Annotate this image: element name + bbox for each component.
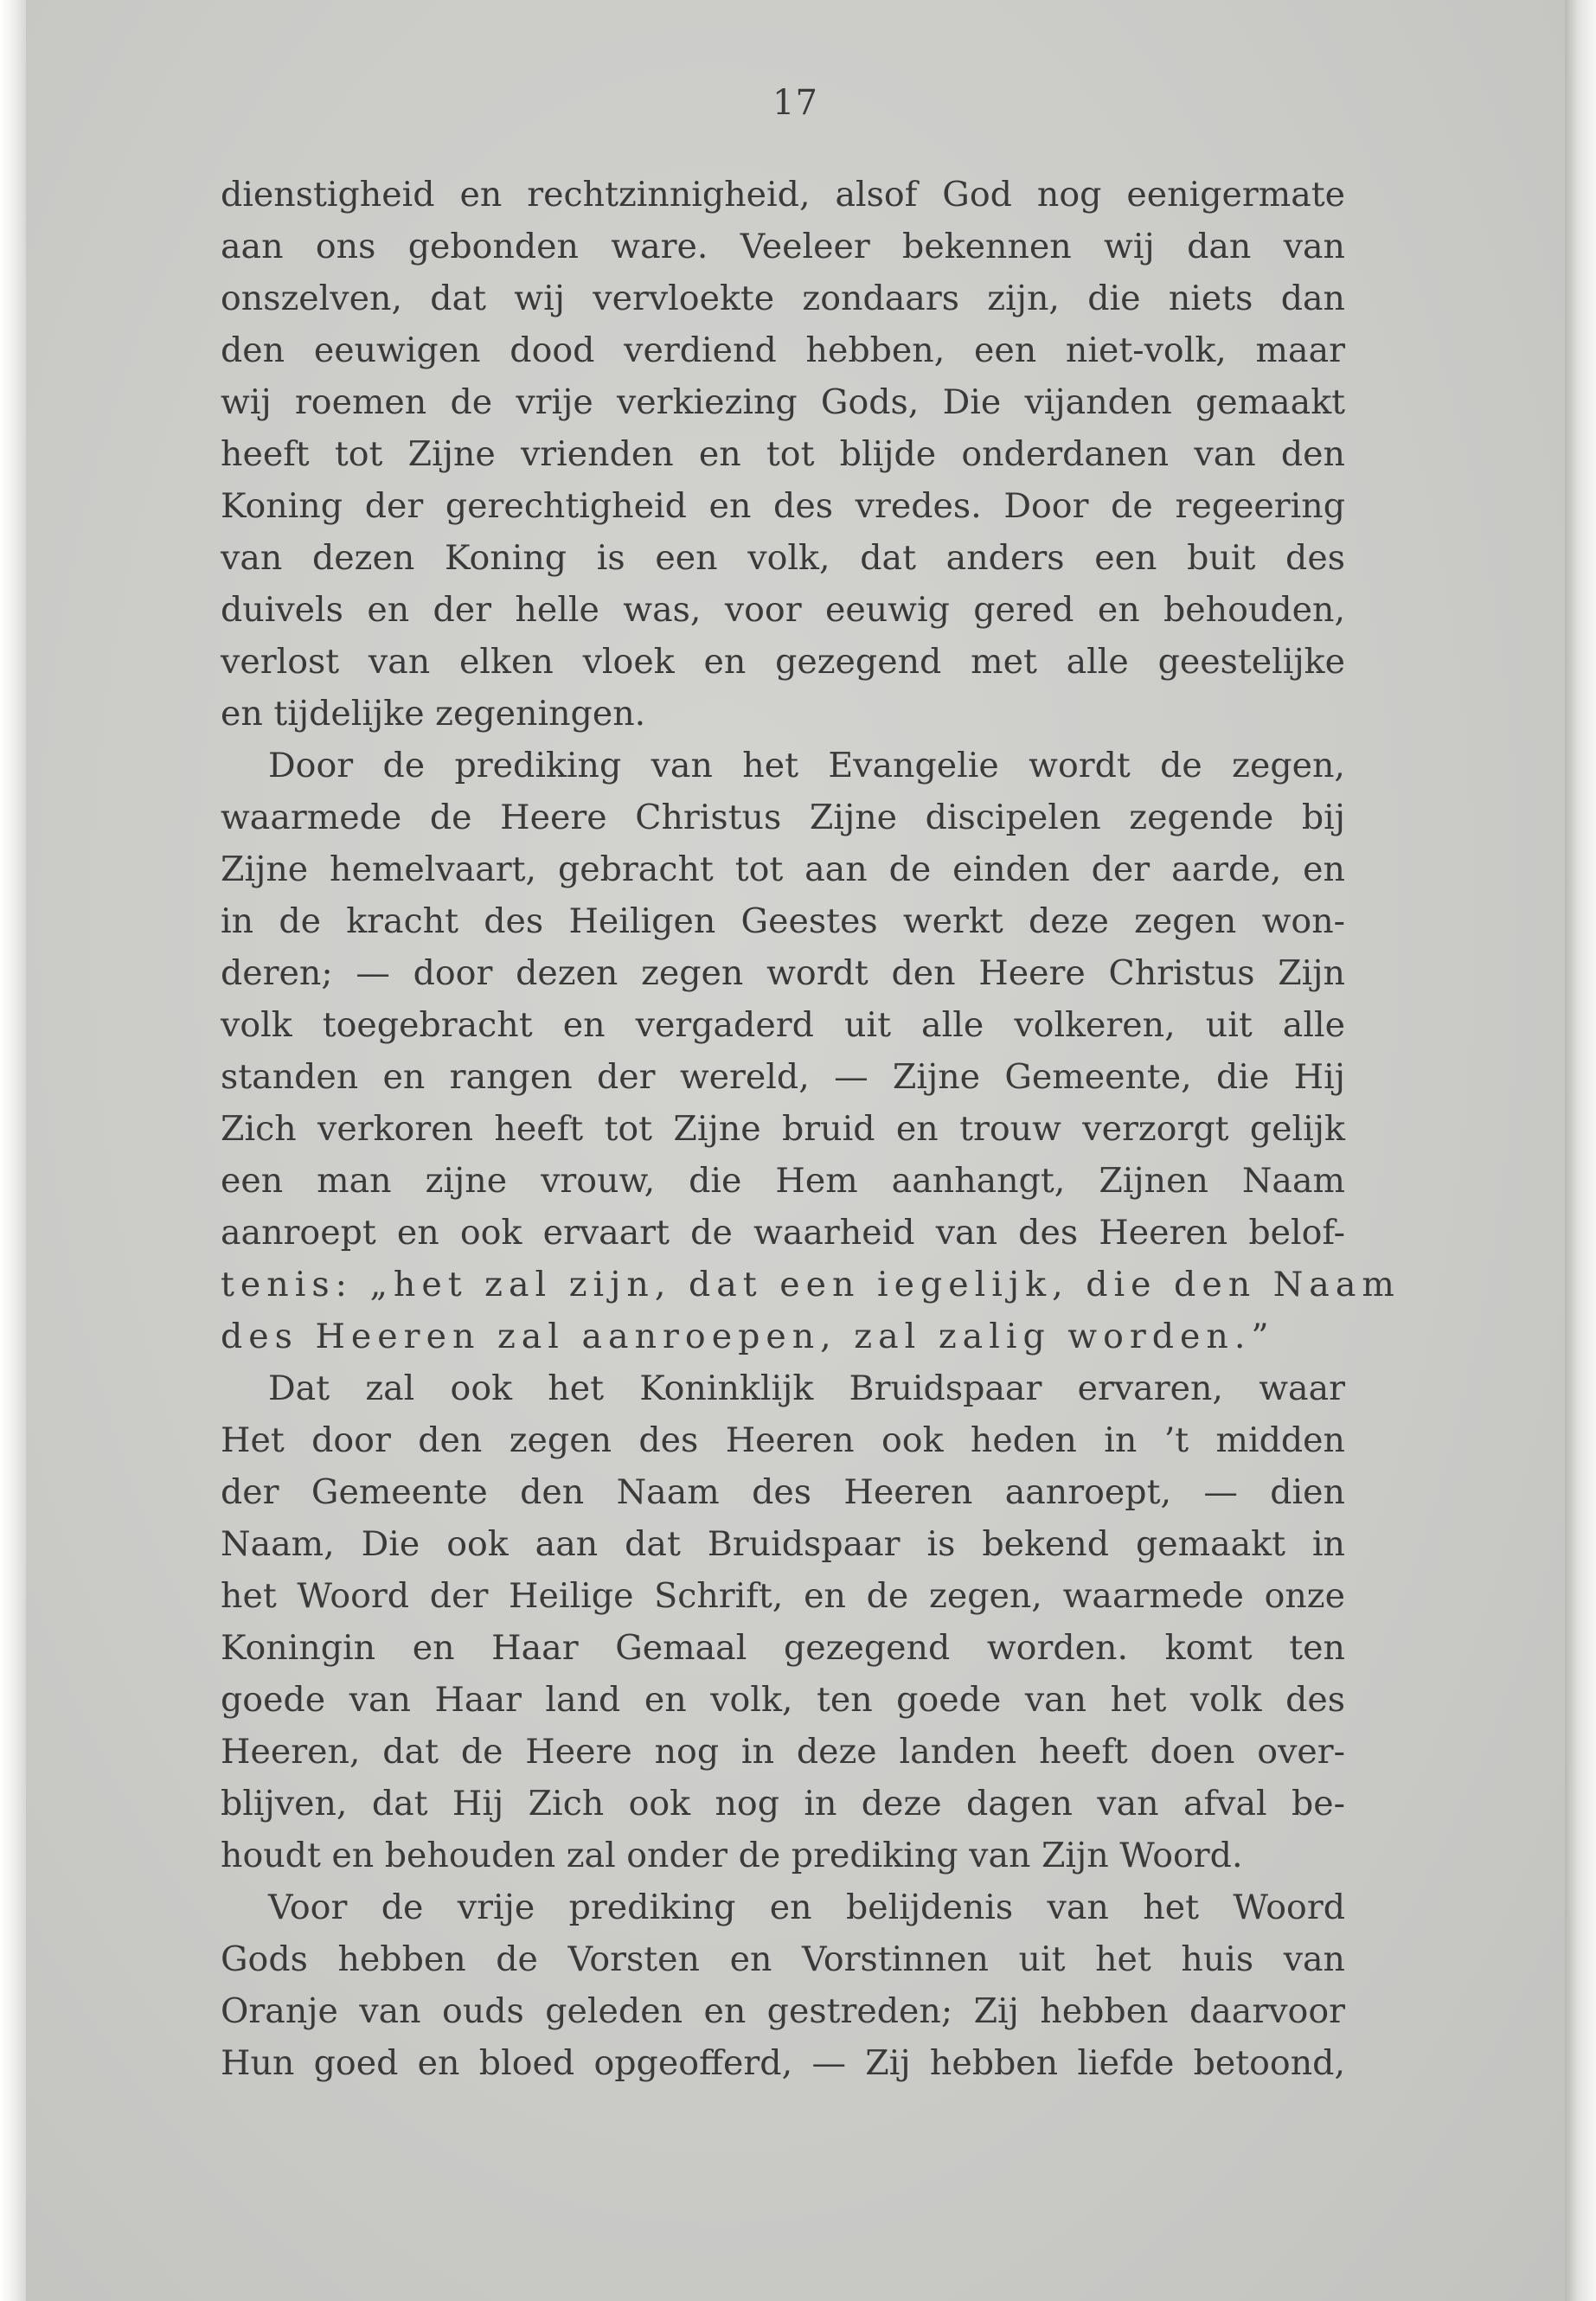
text-line: Het door den zegen des Heeren ook heden in ’t midden	[221, 1420, 1345, 1460]
text-line: Oranje van ouds geleden en gestreden; Zij hebben daarvoor	[221, 1991, 1345, 2031]
text-line: wij roemen de vrije verkiezing Gods, Die vijanden gemaakt	[221, 382, 1345, 422]
text-line: deren; — door dezen zegen wordt den Heere Christus Zijn	[221, 953, 1345, 993]
book-page	[26, 0, 1565, 2301]
text-line: verlost van elken vloek en gezegend met alle geestelijke	[221, 642, 1345, 682]
text-line: Zijne hemelvaart, gebracht tot aan de einden der aarde, en	[221, 849, 1345, 889]
text-line: onszelven, dat wij vervloekte zondaars zijn, die niets dan	[221, 279, 1345, 318]
text-line: den eeuwigen dood verdiend hebben, een niet-volk, maar	[221, 330, 1345, 370]
quotation-line: tenis: „het zal zijn, dat een iegelijk, die den Naam	[221, 1265, 1401, 1304]
paragraph-start-line: Dat zal ook het Koninklijk Bruidspaar ervaren, waar	[268, 1368, 1345, 1408]
text-line: der Gemeente den Naam des Heeren aanroept, — dien	[221, 1472, 1345, 1512]
text-line: in de kracht des Heiligen Geestes werkt deze zegen won-	[221, 901, 1345, 941]
text-line: Naam, Die ook aan dat Bruidspaar is bekend gemaakt in	[221, 1524, 1345, 1564]
quotation-line: des Heeren zal aanroepen, zal zalig worden.”	[221, 1317, 1275, 1356]
text-line: volk toegebracht en vergaderd uit alle volkeren, uit alle	[221, 1005, 1345, 1045]
text-line: en tijdelijke zegeningen.	[221, 694, 646, 734]
text-line: houdt en behouden zal onder de prediking van Zijn Woord.	[221, 1836, 1243, 1875]
text-line: Hun goed en bloed opgeofferd, — Zij hebben liefde betoond,	[221, 2043, 1345, 2083]
paragraph-start-line: Voor de vrije prediking en belijdenis van het Woord	[268, 1888, 1345, 1927]
text-line: Koningin en Haar Gemaal gezegend worden. komt ten	[221, 1628, 1345, 1668]
text-line: Gods hebben de Vorsten en Vorstinnen uit het huis van	[221, 1939, 1345, 1979]
text-line: duivels en der helle was, voor eeuwig gered en behouden,	[221, 590, 1345, 630]
text-line: dienstigheid en rechtzinnigheid, alsof God nog eenigermate	[221, 175, 1345, 215]
text-line: goede van Haar land en volk, ten goede van het volk des	[221, 1680, 1345, 1720]
text-line: Heeren, dat de Heere nog in deze landen heeft doen over-	[221, 1732, 1345, 1772]
scan-margin-left	[0, 0, 26, 2301]
text-line: blijven, dat Hij Zich ook nog in deze dagen van afval be-	[221, 1784, 1345, 1823]
page-number: 17	[772, 83, 818, 123]
text-line: aanroept en ook ervaart de waarheid van des Heeren belof-	[221, 1213, 1345, 1253]
text-line: heeft tot Zijne vrienden en tot blijde onderdanen van den	[221, 434, 1345, 474]
text-line: van dezen Koning is een volk, dat anders een buit des	[221, 538, 1345, 578]
text-line: een man zijne vrouw, die Hem aanhangt, Zijnen Naam	[221, 1161, 1345, 1201]
text-line: standen en rangen der wereld, — Zijne Gemeente, die Hij	[221, 1057, 1345, 1097]
text-line: aan ons gebonden ware. Veeleer bekennen wij dan van	[221, 227, 1345, 266]
scan-margin-right	[1565, 0, 1596, 2301]
paragraph-start-line: Door de prediking van het Evangelie wordt de zegen,	[268, 746, 1345, 785]
body-text	[221, 169, 1401, 2089]
text-line: waarmede de Heere Christus Zijne discipelen zegende bij	[221, 798, 1345, 837]
text-line: het Woord der Heilige Schrift, en de zegen, waarmede onze	[221, 1576, 1345, 1616]
text-line: Zich verkoren heeft tot Zijne bruid en trouw verzorgt gelijk	[221, 1109, 1345, 1149]
text-line: Koning der gerechtigheid en des vredes. Door de regeering	[221, 486, 1345, 526]
